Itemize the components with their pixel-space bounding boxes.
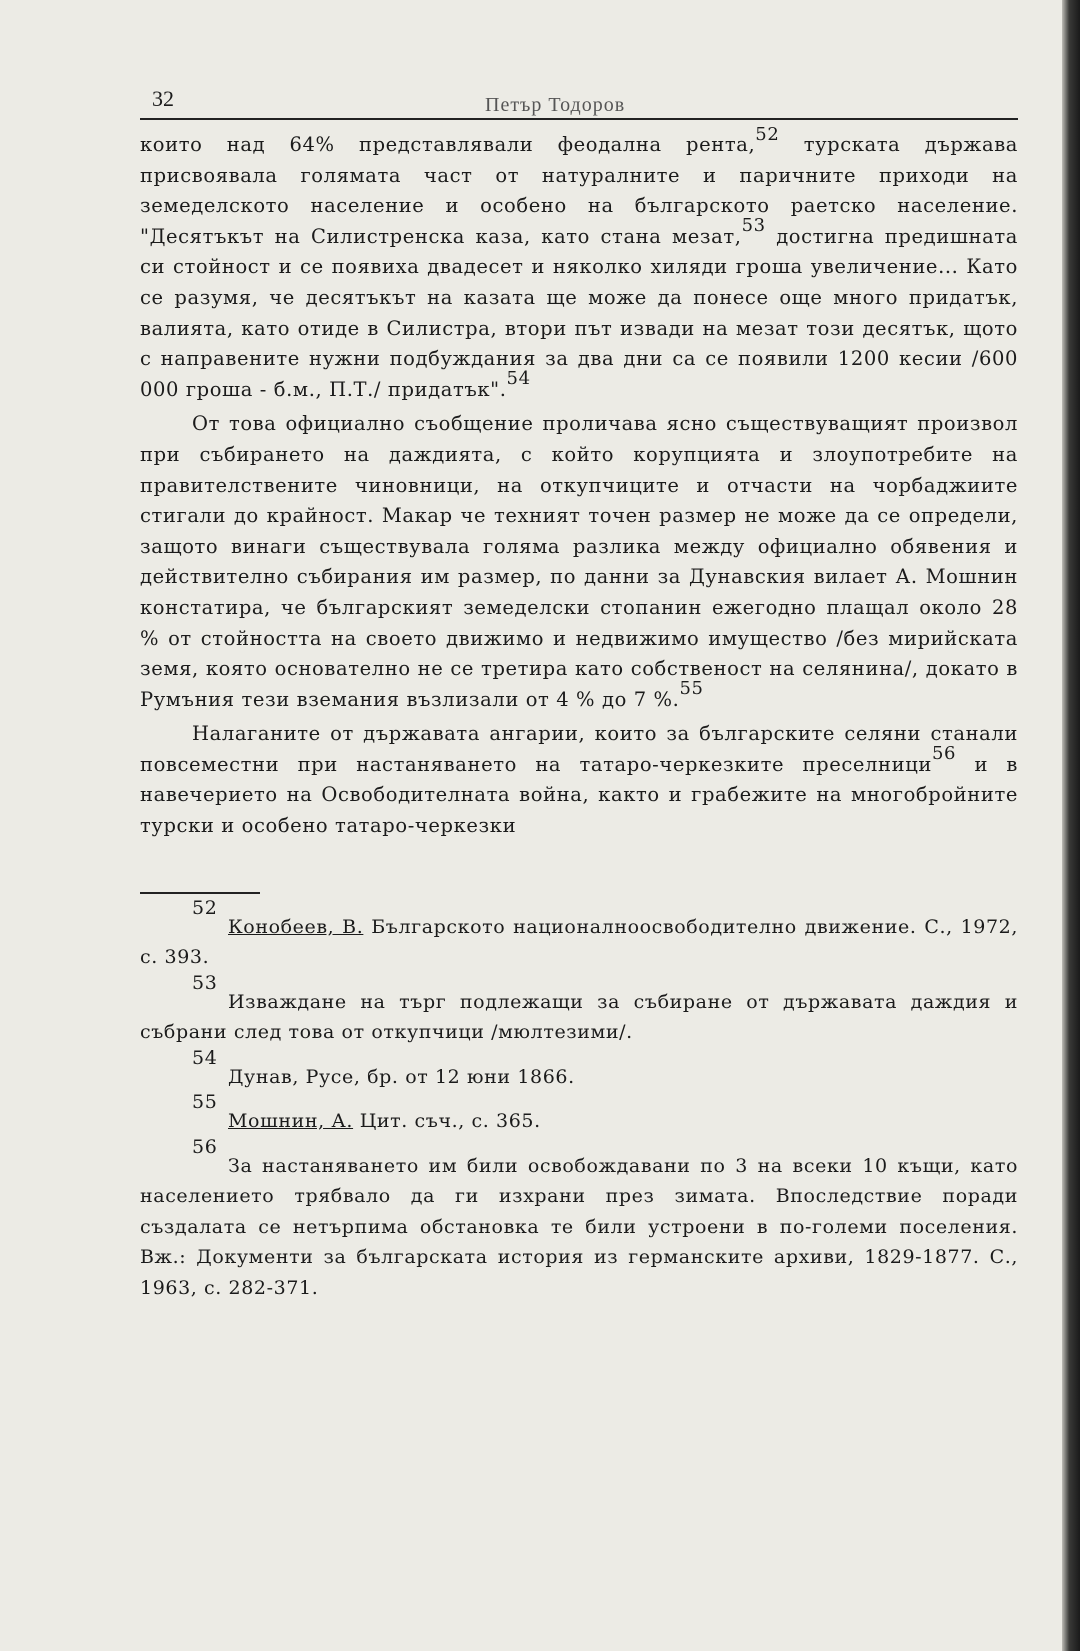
- footnote-ref: 54: [506, 368, 531, 390]
- paragraph-2: [140, 409, 1018, 715]
- running-head: [140, 84, 1018, 120]
- footnote-body: Българското националноосвободително движение. С., 1972, с. 393.: [140, 915, 1018, 969]
- footnote-ref: 52: [755, 123, 780, 145]
- footnote-53: [140, 973, 1018, 1048]
- scan-edge-shadow: [1062, 0, 1080, 1651]
- page-number: 32: [152, 86, 174, 111]
- footnote-56: [140, 1137, 1018, 1304]
- footnote-ref: 56: [931, 743, 957, 765]
- running-title: Петър Тодоров: [485, 94, 626, 116]
- footnotes: [140, 898, 1018, 1304]
- book-page: [140, 84, 1018, 1303]
- paragraph-text: достигна предишната си стойност и се появиха двадесет и няколко хиляди гроша увеличение... Като се разумя, че десятъкът на казата ще може да понесе още много придатък, валията, като отиде в Силистра, втори път извади на мезат този десятък, щото с направените нужни подбуждания за два дни са се появили 1200 кесии /600 000 гроша - б.м., П.Т./ придатък".: [140, 224, 1018, 401]
- footnote-text: Дунав, Русе, бр. от 12 юни 1866.: [228, 1065, 575, 1088]
- footnote-divider: [140, 892, 260, 894]
- footnote-text: [140, 1106, 1018, 1137]
- footnote-number: 54: [192, 1046, 218, 1069]
- paragraph-text: и в навечерието на Освободителната война, както и грабежите на многобройните турски и особено татаро-черкезки: [140, 752, 1018, 838]
- footnote-ref: 53: [741, 215, 766, 237]
- footnote-number: 52: [192, 896, 218, 919]
- paragraph-text: които над 64% представлявали феодална рента,: [140, 133, 756, 156]
- footnote-author: Мошнин, А.: [228, 1110, 354, 1133]
- paragraph-text: турската държава присвоявала голямата част от натуралните и паричните приходи на земеделското население и особено на българското раетско население. "Десятъкът на Силистренска каза, като стана мезат,: [140, 133, 1018, 248]
- footnote-body: Цит. съч., с. 365.: [353, 1110, 541, 1133]
- footnote-number: 53: [192, 971, 218, 994]
- body-text: [140, 123, 1018, 842]
- paragraph-3: [140, 719, 1018, 841]
- footnote-54: [140, 1048, 1018, 1093]
- footnote-number: 55: [192, 1091, 218, 1114]
- footnote-text: За настаняването им били освобождавани по 3 на всеки 10 къщи, като населението трябвало да ги изхрани през зимата. Впоследствие поради създалата се нетърпима обстановка те били устроени в по-големи поселения. Вж.: Документи за българската история из германските архиви, 1829-1877. С., 1963, с. 282-371.: [140, 1154, 1018, 1299]
- paragraph-text: Налаганите от държавата ангарии, които за българските селяни станали повсеместни при настаняването на татаро-черкезките преселници: [140, 722, 1018, 776]
- footnote-author: Конобеев, В.: [228, 915, 364, 938]
- paragraph-text: От това официално съобщение проличава ясно съществуващият произвол при събирането на даждията, с който корупцията и злоупотребите на правителствените чиновници, на откупчиците и отчасти на чорбаджиите стигали до крайност. Макар че техният точен размер не може да се определи, защото винаги съществувала голяма разлика между официално обявения и действително събирания им размер, по данни за Дунавския вилает А. Мошнин констатира, че българският земеделски стопанин ежегодно плащал около 28 % от стойността на своето движимо и недвижимо имущество /без мирийската земя, която основателно не се третира като собственост на селянина/, докато в Румъния тези вземания възлизали от 4 % до 7 %.: [140, 412, 1018, 711]
- footnote-number: 56: [192, 1135, 218, 1158]
- footnote-55: [140, 1092, 1018, 1137]
- footnote-text: Изваждане на търг подлежащи за събиране от държавата даждия и събрани след това от откупчици /мюлтезими/.: [140, 990, 1018, 1044]
- footnote-text: [140, 912, 1018, 973]
- paragraph-1: [140, 123, 1018, 405]
- footnote-52: [140, 898, 1018, 973]
- footnote-ref: 55: [679, 678, 704, 700]
